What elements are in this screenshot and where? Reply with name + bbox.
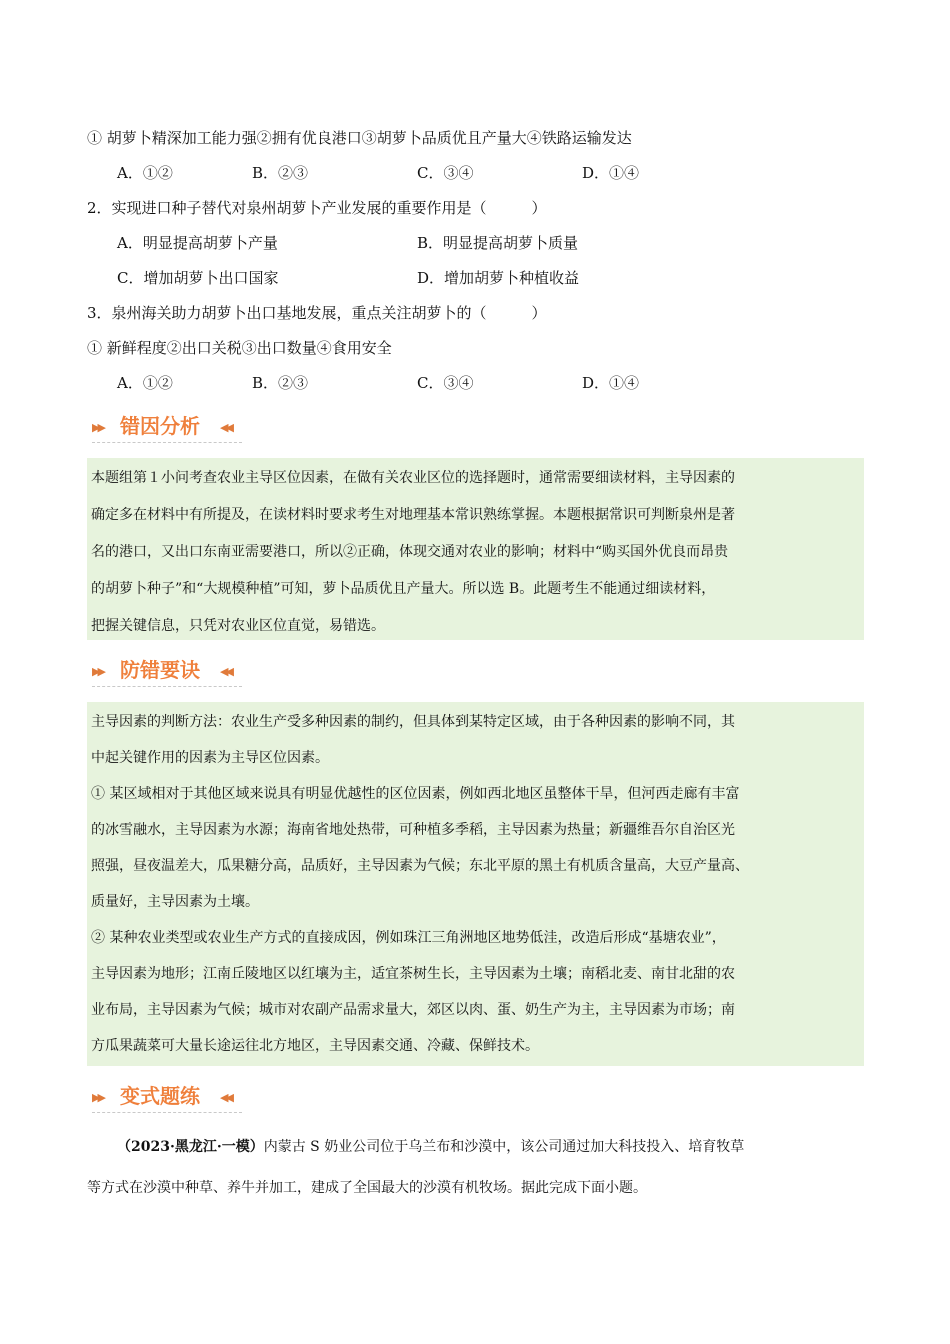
tips-line: 方瓜果蔬菜可大量长途运往北方地区，主导因素交通、冷藏、保鲜技术。 bbox=[91, 1038, 539, 1054]
q2-option-a[interactable]: A．明显提高胡萝卜产量 bbox=[117, 234, 278, 252]
q1-option-d[interactable]: D．①④ bbox=[582, 164, 640, 182]
practice-heading bbox=[92, 1082, 242, 1113]
error-analysis-line: 把握关键信息，只凭对农业区位直觉，易错选。 bbox=[91, 618, 385, 634]
error-analysis-box bbox=[87, 458, 864, 640]
practice-title: 变式题练 bbox=[120, 1084, 200, 1108]
error-analysis-line: 本题组第１小问考查农业主导区位因素，在做有关农业区位的选择题时，通常需要细读材料，主导因素的 bbox=[91, 470, 735, 486]
q1-items: ① 胡萝卜精深加工能力强②拥有优良港口③胡萝卜品质优且产量大④铁路运输发达 bbox=[87, 129, 632, 147]
tips-line: ① 某区域相对于其他区域来说具有明显优越性的区位因素，例如西北地区虽整体干旱，但河西走廊有丰富 bbox=[91, 786, 740, 802]
q2-stem: 2．实现进口种子替代对泉州胡萝卜产业发展的重要作用是（ ） bbox=[87, 199, 547, 217]
q3-stem: 3．泉州海关助力胡萝卜出口基地发展，重点关注胡萝卜的（ ） bbox=[87, 304, 547, 322]
tips-line: 主导因素的判断方法：农业生产受多种因素的制约，但具体到某特定区域，由于各种因素的影响不同，其 bbox=[91, 714, 735, 730]
practice-intro-line-2: 等方式在沙漠中种草、养牛并加工，建成了全国最大的沙漠有机牧场。据此完成下面小题。 bbox=[87, 1180, 647, 1196]
error-analysis-line: 名的港口，又出口东南亚需要港口，所以②正确，体现交通对农业的影响；材料中“购买国外优良而昂贵 bbox=[91, 544, 729, 560]
tips-line: 中起关键作用的因素为主导区位因素。 bbox=[91, 750, 329, 766]
tips-line: 主导因素为地形；江南丘陵地区以红壤为主，适宜茶树生长，主导因素为土壤；南稻北麦、南甘北甜的农 bbox=[91, 966, 735, 982]
tips-line: 照强，昼夜温差大，瓜果糖分高，品质好，主导因素为气候；东北平原的黑土有机质含量高，大豆产量高、 bbox=[91, 858, 749, 874]
q1-option-a[interactable]: A．①② bbox=[117, 164, 173, 182]
tips-line: 质量好，主导因素为土壤。 bbox=[91, 894, 259, 910]
q2-option-b[interactable]: B．明显提高胡萝卜质量 bbox=[417, 234, 579, 252]
error-analysis-heading bbox=[92, 412, 242, 443]
arrow-left-icon: ◀◀ bbox=[220, 665, 231, 678]
q3-items: ① 新鲜程度②出口关税③出口数量④食用安全 bbox=[87, 339, 392, 357]
q2-option-d[interactable]: D．增加胡萝卜种植收益 bbox=[417, 269, 580, 287]
tips-heading bbox=[92, 656, 242, 687]
q1-option-c[interactable]: C．③④ bbox=[417, 164, 474, 182]
q3-option-a[interactable]: A．①② bbox=[117, 374, 173, 392]
practice-intro-line-1 bbox=[117, 1137, 744, 1157]
arrow-right-icon: ▶▶ bbox=[92, 1091, 103, 1104]
tips-title: 防错要诀 bbox=[120, 658, 200, 682]
error-analysis-line: 确定多在材料中有所提及，在读材料时要求考生对地理基本常识熟练掌握。本题根据常识可判断泉州是著 bbox=[91, 507, 735, 523]
practice-source: （2023·黑龙江·一模） bbox=[117, 1139, 264, 1155]
arrow-right-icon: ▶▶ bbox=[92, 421, 103, 434]
tips-line: 的冰雪融水，主导因素为水源；海南省地处热带，可种植多季稻，主导因素为热量；新疆维吾尔自治区光 bbox=[91, 822, 735, 838]
tips-line: 业布局，主导因素为气候；城市对农副产品需求量大，郊区以肉、蛋、奶生产为主，主导因素为市场；南 bbox=[91, 1002, 735, 1018]
q2-option-c[interactable]: C．增加胡萝卜出口国家 bbox=[117, 269, 279, 287]
q3-option-c[interactable]: C．③④ bbox=[417, 374, 474, 392]
practice-intro-text: 内蒙古 S 奶业公司位于乌兰布和沙漠中，该公司通过加大科技投入、培育牧草 bbox=[263, 1139, 745, 1155]
q3-option-d[interactable]: D．①④ bbox=[582, 374, 640, 392]
q1-option-b[interactable]: B．②③ bbox=[252, 164, 309, 182]
arrow-left-icon: ◀◀ bbox=[220, 421, 231, 434]
error-analysis-title: 错因分析 bbox=[120, 414, 200, 438]
error-analysis-line: 的胡萝卜种子”和“大规模种植”可知，萝卜品质优且产量大。所以选 B。此题考生不能通过细读材料， bbox=[91, 581, 716, 597]
arrow-right-icon: ▶▶ bbox=[92, 665, 103, 678]
tips-line: ② 某种农业类型或农业生产方式的直接成因，例如珠江三角洲地区地势低洼，改造后形成“基塘农业”， bbox=[91, 930, 726, 946]
tips-box bbox=[87, 702, 864, 1066]
q3-option-b[interactable]: B．②③ bbox=[252, 374, 309, 392]
arrow-left-icon: ◀◀ bbox=[220, 1091, 231, 1104]
